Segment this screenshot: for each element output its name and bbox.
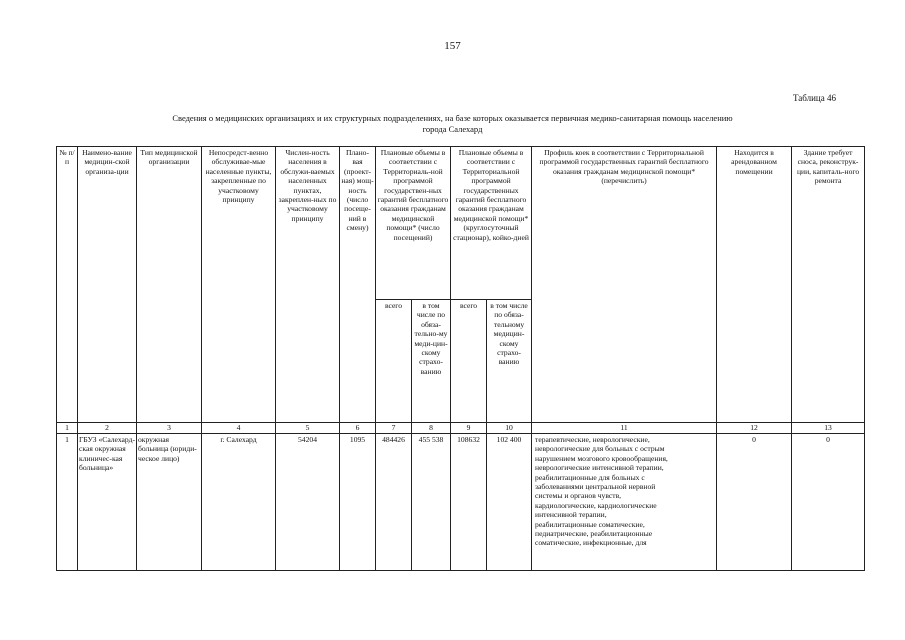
profile-line: интенсивной терапии,: [535, 510, 607, 520]
profile-line: заболеваниями центральной нервной: [535, 482, 656, 492]
column-number: 13: [792, 423, 865, 434]
profile-line: системы и органов чувств,: [535, 491, 622, 501]
header-cell-bed-days-total: всего: [451, 300, 487, 423]
profile-line: соматические, инфекционные, для: [535, 538, 647, 548]
cell-population: 54204: [276, 434, 340, 571]
cell-visits-total: 484426: [376, 434, 412, 571]
profile-line: нарушением мозгового кровообращения,: [535, 453, 668, 463]
column-number: 9: [451, 423, 487, 434]
column-number: 2: [78, 423, 137, 434]
cell-repair: 0: [792, 434, 865, 571]
header-cell-number: № п/п: [57, 147, 78, 423]
column-number: 4: [202, 423, 276, 434]
column-number: 7: [376, 423, 412, 434]
header-cell-rented: Находится в арендованном помещении: [717, 147, 792, 423]
header-row: [57, 147, 865, 300]
column-number: 5: [276, 423, 340, 434]
header-cell-settlements: Непосредст-венно обслуживае-мые населенные пункты, закрепленные по участковому принципу: [202, 147, 276, 423]
table-label: Таблица 46: [793, 93, 836, 103]
header-cell-bed-days-volume: Плановые объемы в соответствии с Территориальной программой государственных гарантий бесплатного оказания гражданам медицинской помощи* (круглосуточный стационар), койко-дней: [451, 147, 532, 300]
table-caption: [120, 113, 785, 135]
profile-line: реабилитационные для больных с: [535, 472, 645, 482]
cell-number: 1: [57, 434, 78, 571]
header-cell-visits-total: всего: [376, 300, 412, 423]
column-number: 12: [717, 423, 792, 434]
column-number: 11: [532, 423, 717, 434]
column-number: 1: [57, 423, 78, 434]
profile-line: реабилитационные соматические,: [535, 519, 645, 529]
cell-bed-profile: [532, 434, 717, 571]
page-number: 157: [444, 40, 461, 52]
cell-org-type: окружная больница (юриди-ческое лицо): [137, 434, 202, 571]
header-cell-population: Числен-ность населения в обслужи-ваемых населенных пунктах, закреплен-ных по участковому принципу: [276, 147, 340, 423]
header-cell-visits-oms: в том числе по обяза-тельно-му меди-цин-скому страхо-ванию: [412, 300, 451, 423]
header-cell-visits-volume: Плановые объемы в соответствии с Территориаль-ной программой государствен-ных гарантий бесплатного оказания гражданам медицинской помощи* (число посещений): [376, 147, 451, 300]
table-row: [57, 434, 865, 571]
caption-line-1: Сведения о медицинских организациях и их структурных подразделениях, на базе которых оказывается первичная медико-санитарная помощь населению: [172, 113, 733, 123]
column-number: 10: [487, 423, 532, 434]
cell-visits-oms: 455 538: [412, 434, 451, 571]
cell-capacity: 1095: [340, 434, 376, 571]
header-cell-org-type: Тип медицинской организации: [137, 147, 202, 423]
cell-org-name: ГБУЗ «Салехард-ская окружная клиничес-кая больница»: [78, 434, 137, 571]
caption-line-2: города Салехард: [422, 124, 483, 134]
cell-bed-days-total: 108632: [451, 434, 487, 571]
header-cell-bed-days-oms: в том числе по обяза-тельному медицин-скому страхо-ванию: [487, 300, 532, 423]
profile-line: неврологические интенсивной терапии,: [535, 463, 664, 473]
medical-organizations-table: [56, 146, 865, 571]
profile-line: кардиологические, кардиологические: [535, 500, 657, 510]
cell-bed-days-oms: 102 400: [487, 434, 532, 571]
header-cell-capacity: Плано-вая (проект-ная) мощ-ность (число посеще-ний в смену): [340, 147, 376, 423]
column-number-row: [57, 423, 865, 434]
header-cell-bed-profile: Профиль коек в соответствии с Территориальной программой государственных гарантий бесплатного оказания гражданам медицинской помощи* (перечислить): [532, 147, 717, 423]
header-cell-repair: Здание требует сноса, реконструк-ции, капиталь-ного ремонта: [792, 147, 865, 423]
profile-line: терапевтические, неврологические,: [535, 435, 650, 444]
cell-rented: 0: [717, 434, 792, 571]
header-cell-org-name: Наимено-вание медицин-ской организа-ции: [78, 147, 137, 423]
profile-line: неврологические для больных с острым: [535, 444, 665, 454]
column-number: 3: [137, 423, 202, 434]
profile-line: педиатрические, реабилитационные: [535, 529, 653, 539]
column-number: 8: [412, 423, 451, 434]
cell-settlements: г. Салехард: [202, 434, 276, 571]
column-number: 6: [340, 423, 376, 434]
